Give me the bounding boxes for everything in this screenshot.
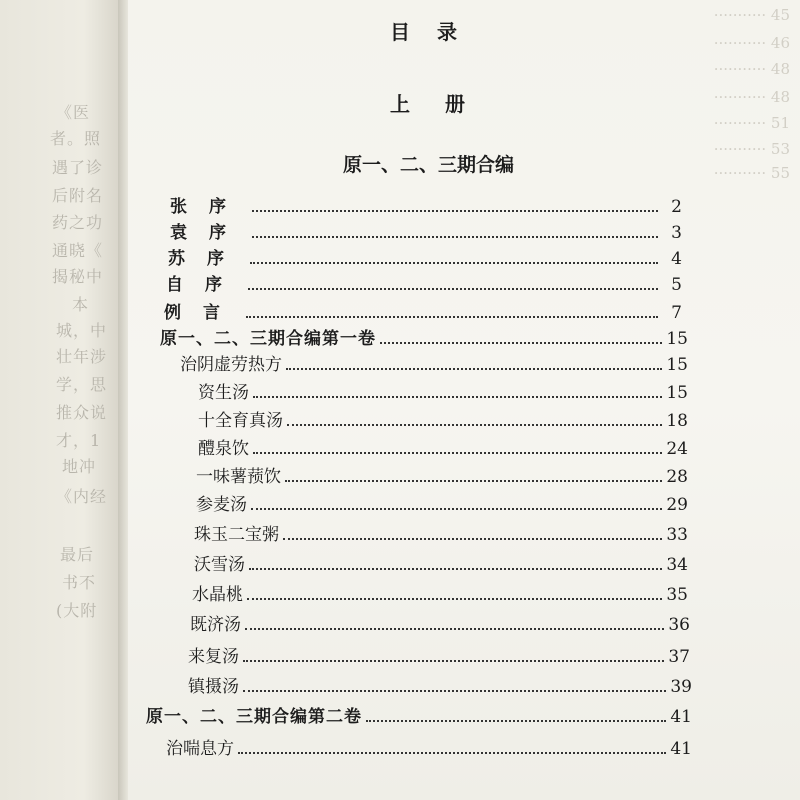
toc-entry-zhenshe[interactable] — [188, 672, 692, 698]
toc-entry-page: 15 — [666, 383, 688, 403]
left-page-text: 推众说 — [56, 403, 108, 422]
leader-dots — [252, 210, 658, 212]
left-page-text: 才，1 — [56, 431, 102, 450]
toc-entry-label: 参麦汤 — [196, 495, 247, 515]
left-page-text: 城，中 — [56, 321, 108, 340]
toc-entry-page: 35 — [666, 585, 688, 605]
left-page-text: 《内经 — [56, 487, 108, 506]
toc-entry-label: 镇摄汤 — [188, 677, 239, 697]
toc-entry-label: 张序 — [170, 197, 248, 217]
toc-entry-label: 原一、二、三期合编第二卷 — [146, 707, 362, 727]
toc-entry-shiquan[interactable] — [198, 406, 688, 432]
toc-entry-page: 7 — [671, 303, 682, 323]
left-page-text: 遇了诊 — [52, 158, 104, 177]
toc-entry-label: 原一、二、三期合编第一卷 — [160, 329, 376, 349]
toc-entry-page: 29 — [666, 495, 688, 515]
toc-entry-label: 治喘息方 — [166, 739, 234, 759]
toc-entry-page: 5 — [671, 275, 682, 295]
leader-dots — [251, 508, 662, 510]
toc-entry-page: 39 — [670, 677, 692, 697]
toc-entry-page: 41 — [670, 739, 692, 759]
toc-entry-page: 28 — [666, 467, 688, 487]
toc-entry-yuan-preface[interactable] — [170, 218, 682, 244]
toc-entry-label: 资生汤 — [198, 383, 249, 403]
leader-dots — [248, 288, 658, 290]
toc-entry-page: 3 — [671, 223, 682, 243]
toc-entry-page: 41 — [670, 707, 692, 727]
toc-entry-su-preface[interactable] — [168, 244, 682, 270]
leader-dots — [246, 316, 658, 318]
toc-entry-label: 例言 — [164, 303, 242, 323]
toc-entry-label: 醴泉饮 — [198, 439, 249, 459]
leader-dots — [253, 452, 662, 454]
toc-entry-shuyu[interactable] — [196, 462, 688, 488]
show-through-lines: ··········· 51 — [713, 114, 790, 132]
show-through-lines: ··········· 45 — [713, 6, 790, 24]
toc-entry-zisheng[interactable] — [198, 378, 688, 404]
left-facing-page — [0, 0, 120, 800]
toc-heading: 目 录 — [390, 20, 467, 44]
toc-entry-page: 15 — [666, 329, 688, 349]
toc-entry-page: 24 — [666, 439, 688, 459]
toc-entry-page: 15 — [666, 355, 688, 375]
show-through-lines: ··········· 46 — [713, 34, 790, 52]
toc-entry-page: 37 — [668, 647, 690, 667]
toc-entry-page: 34 — [666, 555, 688, 575]
toc-entry-label: 水晶桃 — [192, 585, 243, 605]
toc-entry-label: 沃雪汤 — [194, 555, 245, 575]
toc-entry-page: 2 — [671, 197, 682, 217]
toc-entry-label: 既济汤 — [190, 615, 241, 635]
toc-entry-zhuyu[interactable] — [194, 520, 688, 546]
leader-dots — [253, 396, 662, 398]
toc-entry-volume-1[interactable] — [160, 324, 688, 350]
left-page-text: 者。照 — [50, 129, 102, 148]
toc-entry-label: 珠玉二宝粥 — [194, 525, 279, 545]
toc-entry-page: 4 — [671, 249, 682, 269]
toc-entry-page: 36 — [668, 615, 690, 635]
leader-dots — [285, 480, 662, 482]
toc-entry-page: 33 — [666, 525, 688, 545]
show-through-lines: ··········· 53 — [713, 140, 790, 158]
leader-dots — [250, 262, 658, 264]
left-page-text: 药之功 — [52, 213, 104, 232]
left-page-text: 壮年涉 — [56, 347, 108, 366]
toc-entry-label: 治阴虚劳热方 — [180, 355, 282, 375]
toc-entry-volume-2[interactable] — [146, 702, 692, 728]
left-page-text: 揭秘中 — [52, 267, 104, 286]
left-page-text: 《医 — [56, 103, 91, 122]
left-page-text: 后附名 — [52, 186, 104, 205]
toc-entry-author-preface[interactable] — [166, 270, 682, 296]
toc-entry-shuijingtao[interactable] — [192, 580, 688, 606]
left-page-text: 学，思 — [56, 375, 108, 394]
leader-dots — [249, 568, 662, 570]
show-through-lines: ··········· 48 — [713, 60, 790, 78]
leader-dots — [283, 538, 662, 540]
toc-entry-label: 苏序 — [168, 249, 246, 269]
left-page-text: 地冲 — [62, 457, 97, 476]
leader-dots — [286, 368, 662, 370]
toc-entry-notes[interactable] — [164, 298, 682, 324]
toc-entry-label: 十全育真汤 — [198, 411, 283, 431]
leader-dots — [287, 424, 662, 426]
toc-entry-label: 来复汤 — [188, 647, 239, 667]
toc-entry-jiji[interactable] — [190, 610, 690, 636]
toc-entry-shenmai[interactable] — [196, 490, 688, 516]
section-heading: 原一、二、三期合编 — [343, 154, 515, 176]
leader-dots — [243, 660, 664, 662]
left-page-text: 最后 — [60, 545, 95, 564]
toc-entry-label: 袁序 — [170, 223, 248, 243]
show-through-lines: ··········· 48 — [713, 88, 790, 106]
leader-dots — [252, 236, 658, 238]
toc-entry-page: 18 — [666, 411, 688, 431]
volume-heading: 上 册 — [390, 92, 479, 116]
toc-entry-woxue[interactable] — [194, 550, 688, 576]
left-page-text: 书不 — [62, 573, 97, 592]
show-through-lines: ··········· 55 — [713, 164, 790, 182]
left-page-text: (大附 — [56, 601, 98, 620]
leader-dots — [245, 628, 664, 630]
toc-entry-laifu[interactable] — [188, 642, 690, 668]
toc-entry-yin-deficiency[interactable] — [180, 350, 688, 376]
toc-entry-liquan[interactable] — [198, 434, 688, 460]
left-page-text: 本 — [72, 295, 90, 314]
leader-dots — [380, 342, 662, 344]
left-page-text: 通晓《 — [52, 241, 104, 260]
toc-entry-label: 自序 — [166, 275, 244, 295]
toc-entry-label: 一味薯蓣饮 — [196, 467, 281, 487]
toc-entry-chuanxi[interactable] — [166, 734, 692, 760]
leader-dots — [238, 752, 666, 754]
leader-dots — [243, 690, 666, 692]
leader-dots — [366, 720, 666, 722]
leader-dots — [247, 598, 662, 600]
toc-entry-zhang-preface[interactable] — [170, 192, 682, 218]
